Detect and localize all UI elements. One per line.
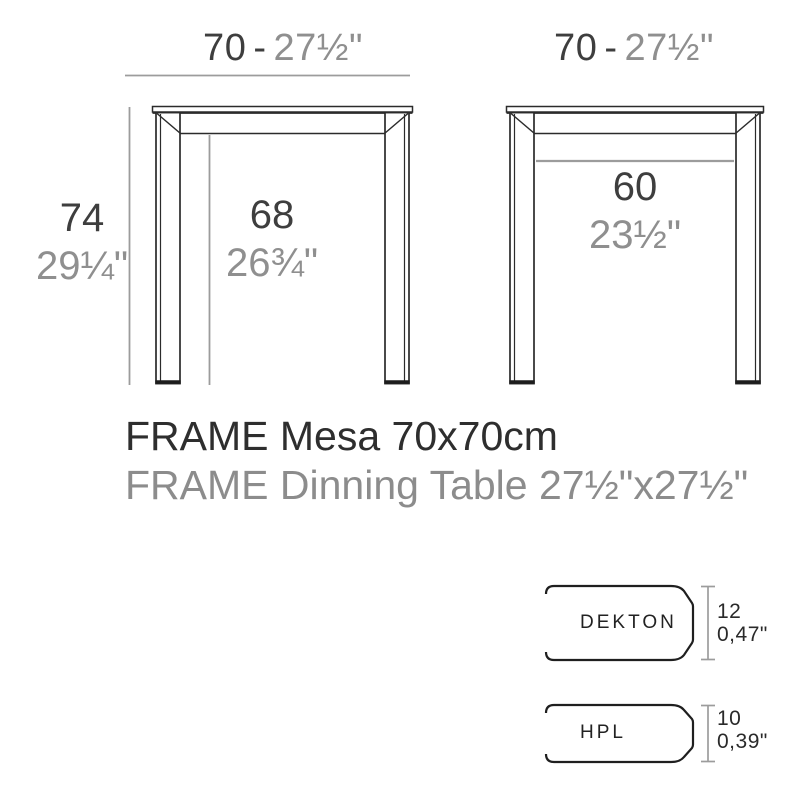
side-right-leg <box>735 113 760 384</box>
front-width-separator: - <box>253 27 267 69</box>
front-right-leg <box>384 113 409 384</box>
side-tabletop <box>507 107 764 113</box>
hpl-label: HPL <box>580 722 626 743</box>
side-inner-width-label <box>589 163 681 259</box>
hpl-thickness-values <box>717 707 768 753</box>
hpl-profile <box>546 705 715 762</box>
front-width-label <box>203 26 363 70</box>
front-width-inch: 27½" <box>273 27 363 69</box>
side-left-leg <box>509 113 534 384</box>
front-clearance-label <box>226 191 318 287</box>
dekton-thickness-mm: 12 <box>717 600 742 623</box>
side-apron <box>511 114 759 134</box>
front-left-leg <box>155 113 180 384</box>
side-width-cm: 70 <box>554 27 598 69</box>
front-height-cm: 74 <box>59 196 105 240</box>
front-height-inch: 29¼" <box>35 244 129 288</box>
hpl-thickness-line <box>701 706 715 762</box>
front-tabletop <box>153 107 413 113</box>
dekton-thickness-values <box>717 600 768 646</box>
side-inner-width-cm: 60 <box>612 165 658 209</box>
side-width-inch: 27½" <box>624 27 714 69</box>
front-width-cm: 70 <box>203 27 247 69</box>
dekton-label: DEKTON <box>580 612 677 633</box>
product-title-cm: FRAME Mesa 70x70cm <box>125 413 558 459</box>
front-height-label <box>36 194 128 290</box>
side-width-label <box>554 26 714 70</box>
hpl-thickness-inch: 0,39" <box>717 730 768 753</box>
front-clearance-cm: 68 <box>249 193 295 237</box>
dekton-thickness-line <box>701 587 715 660</box>
front-clearance-inch: 26¾" <box>225 241 319 285</box>
product-title <box>125 412 748 510</box>
product-title-inch: FRAME Dinning Table 27½"x27½" <box>125 462 749 508</box>
hpl-thickness-mm: 10 <box>717 707 742 730</box>
front-apron <box>157 114 408 134</box>
side-width-separator: - <box>604 27 618 69</box>
side-inner-width-inch: 23½" <box>588 213 682 257</box>
dekton-thickness-inch: 0,47" <box>717 623 768 646</box>
